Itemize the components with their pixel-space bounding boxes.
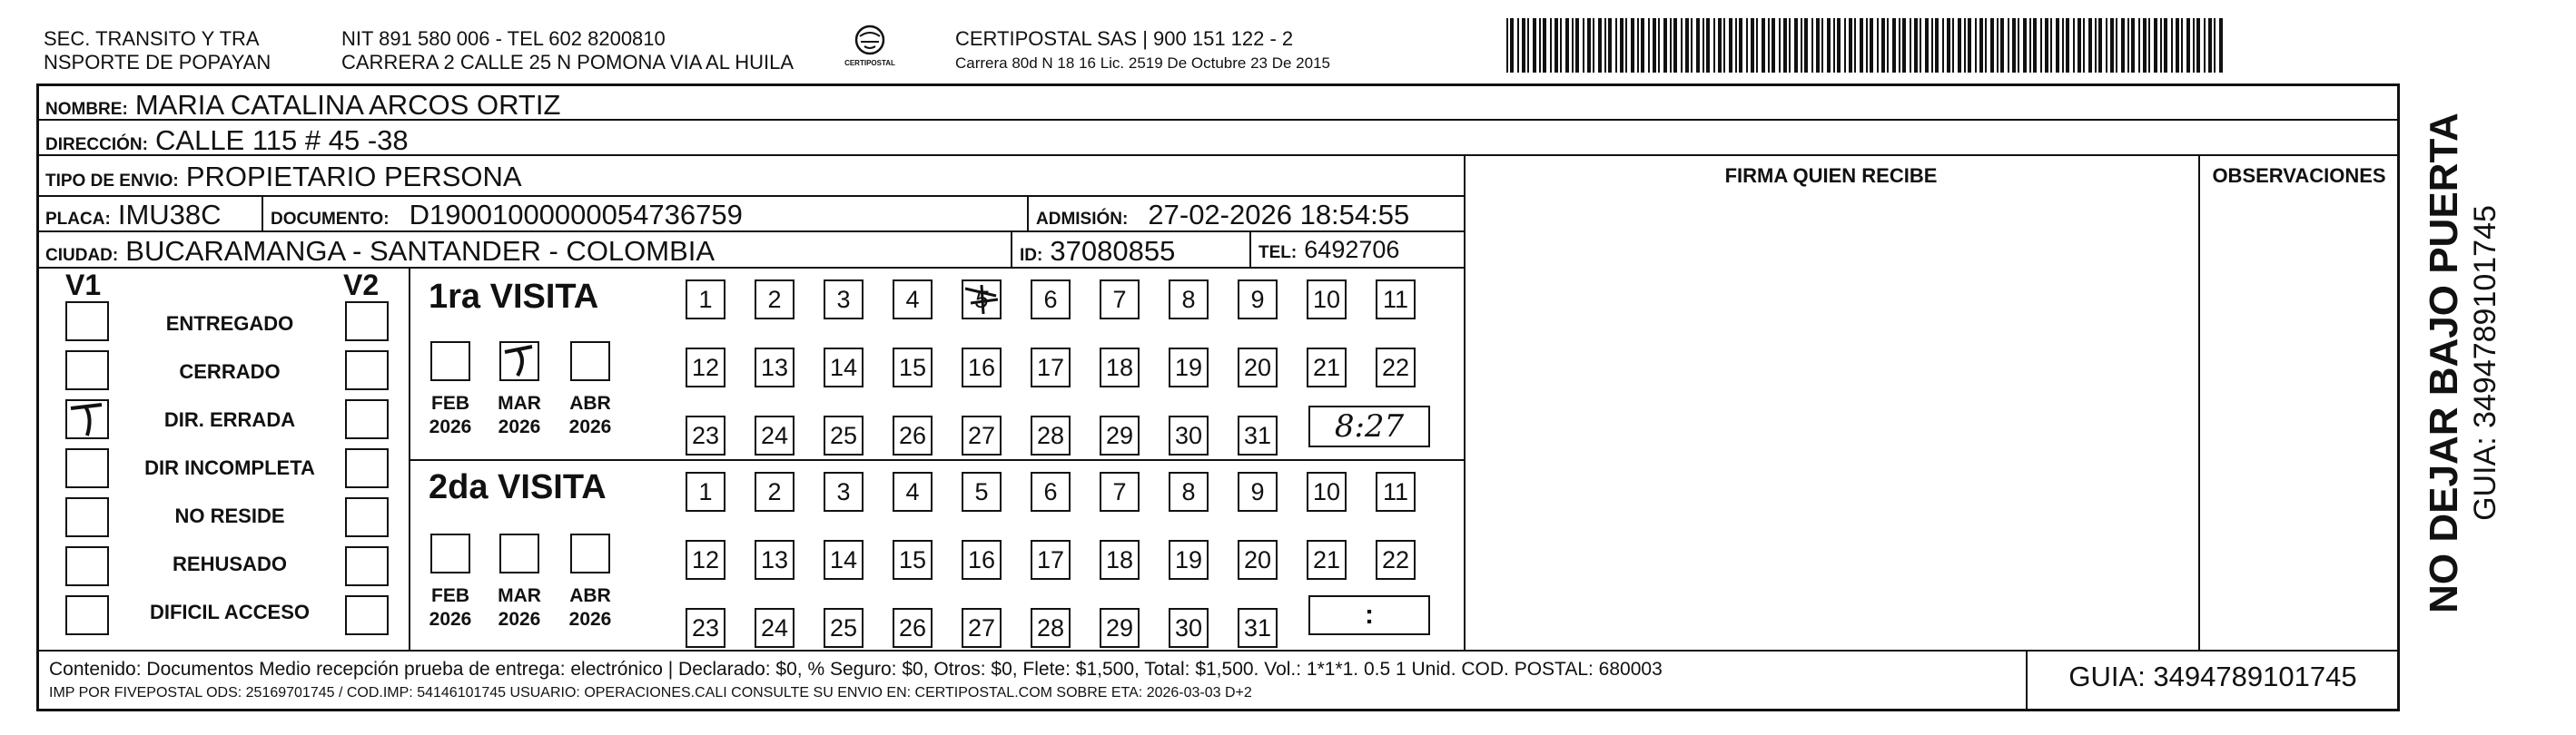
tel-value: 6492706 bbox=[1304, 236, 1400, 263]
v1-checkbox-rehusado[interactable] bbox=[65, 546, 109, 586]
signature-area[interactable] bbox=[1466, 196, 2196, 648]
visit-2-day-12[interactable]: 12 bbox=[686, 540, 725, 580]
documento-value: D19001000000054736759 bbox=[409, 199, 743, 230]
visit-1-day-30[interactable]: 30 bbox=[1169, 416, 1209, 456]
no-dejar-bajo-puerta: NO DEJAR BAJO PUERTA bbox=[2422, 113, 2466, 613]
visit-2-day-21[interactable]: 21 bbox=[1307, 540, 1347, 580]
visit-2-time-box[interactable]: : bbox=[1308, 595, 1430, 635]
visit-1-month-abr-label: ABR 2026 bbox=[568, 393, 612, 437]
direccion-value: CALLE 115 # 45 -38 bbox=[155, 124, 409, 156]
v1-checkbox-cerrado[interactable] bbox=[65, 350, 109, 390]
contenido-line: Contenido: Documentos Medio recepción prueba de entrega: electrónico | Declarado: $0, % Seguro: $0, Otros: $0, Flete: $1,500, Total: $1,500. Vol.: 1*1*1. 0.5 1 Unid. COD. POSTAL: 680003 bbox=[49, 659, 1663, 680]
visit-2-title: 2da VISITA bbox=[429, 468, 607, 506]
status-dificil-acceso: DIFICIL ACCESO bbox=[149, 601, 310, 623]
v1-header: V1 bbox=[65, 269, 102, 301]
visit-2-day-18[interactable]: 18 bbox=[1100, 540, 1140, 580]
visit-2-day-11[interactable]: 11 bbox=[1376, 472, 1416, 512]
visit-1-day-26[interactable]: 26 bbox=[893, 416, 933, 456]
visit-2-day-26[interactable]: 26 bbox=[893, 608, 933, 648]
visit-1-month-feb-checkbox[interactable] bbox=[430, 341, 470, 381]
visit-2-day-20[interactable]: 20 bbox=[1238, 540, 1278, 580]
visit-1-day-27[interactable]: 27 bbox=[962, 416, 1002, 456]
admision-label: ADMISIÓN: bbox=[1036, 210, 1129, 229]
visit-1-day-8[interactable]: 8 bbox=[1169, 279, 1209, 319]
visit-1-day-17[interactable]: 17 bbox=[1031, 348, 1071, 387]
firma-header: FIRMA QUIEN RECIBE bbox=[1724, 164, 1938, 187]
visit-1-month-feb-label: FEB 2026 bbox=[429, 393, 472, 437]
tipo-envio-label: TIPO DE ENVIO: bbox=[45, 172, 179, 191]
visit-1-month-mar-label: MAR 2026 bbox=[498, 393, 541, 437]
v1-checkbox-entregado[interactable] bbox=[65, 301, 109, 341]
visit-1-day-18[interactable]: 18 bbox=[1100, 348, 1140, 387]
visit-1-day-3[interactable]: 3 bbox=[824, 279, 864, 319]
tel-field bbox=[1258, 235, 1399, 265]
imp-line: IMP POR FIVEPOSTAL ODS: 25169701745 / COD.IMP: 54146101745 USUARIO: OPERACIONES.CALI CONSULTE SU ENVIO EN: CERTIPOSTAL.COM SOBRE ETA: 2026-03-03 D+2 bbox=[49, 685, 1252, 701]
v2-checkbox-dificil-acceso[interactable] bbox=[345, 595, 389, 635]
visit-2-day-29[interactable]: 29 bbox=[1100, 608, 1140, 648]
visit-1-day-24[interactable]: 24 bbox=[755, 416, 795, 456]
nombre-label: NOMBRE: bbox=[45, 100, 128, 119]
visit-2-day-4[interactable]: 4 bbox=[893, 472, 933, 512]
direccion-label: DIRECCIÓN: bbox=[45, 135, 148, 154]
tel-label: TEL: bbox=[1258, 243, 1298, 262]
visit-2-day-31[interactable]: 31 bbox=[1238, 608, 1278, 648]
placa-label: PLACA: bbox=[45, 210, 111, 229]
status-rehusado: REHUSADO bbox=[173, 553, 287, 575]
v2-checkbox-no-reside[interactable] bbox=[345, 497, 389, 537]
visit-2-day-24[interactable]: 24 bbox=[755, 608, 795, 648]
visit-2-day-13[interactable]: 13 bbox=[755, 540, 795, 580]
visit-1-day-1[interactable]: 1 bbox=[686, 279, 725, 319]
address-line: CARRERA 2 CALLE 25 N POMONA VIA AL HUILA bbox=[341, 51, 795, 74]
visit-2-month-feb-label: FEB 2026 bbox=[429, 585, 472, 630]
status-cerrado: CERRADO bbox=[179, 360, 281, 383]
observations-area[interactable] bbox=[2200, 196, 2398, 648]
visit-2-day-27[interactable]: 27 bbox=[962, 608, 1002, 648]
visit-2-day-19[interactable]: 19 bbox=[1169, 540, 1209, 580]
visit-2-month-abr-checkbox[interactable] bbox=[570, 534, 610, 573]
visit-1-day-22[interactable]: 22 bbox=[1376, 348, 1416, 387]
visit-1-day-13[interactable]: 13 bbox=[755, 348, 795, 387]
observaciones-header: OBSERVACIONES bbox=[2212, 164, 2386, 187]
tipo-envio-field bbox=[45, 161, 522, 193]
visit-1-day-19[interactable]: 19 bbox=[1169, 348, 1209, 387]
visit-2-day-25[interactable]: 25 bbox=[824, 608, 864, 648]
visit-1-day-28[interactable]: 28 bbox=[1031, 416, 1071, 456]
ciudad-value: BUCARAMANGA - SANTANDER - COLOMBIA bbox=[125, 235, 716, 267]
visit-1-day-16[interactable]: 16 bbox=[962, 348, 1002, 387]
visit-1-day-5[interactable]: 5 bbox=[962, 279, 1002, 319]
visit-2-month-feb-checkbox[interactable] bbox=[430, 534, 470, 573]
id-field bbox=[1020, 235, 1175, 268]
visit-2-day-9[interactable]: 9 bbox=[1238, 472, 1278, 512]
v2-checkbox-entregado[interactable] bbox=[345, 301, 389, 341]
visit-1-day-4[interactable]: 4 bbox=[893, 279, 933, 319]
barcode bbox=[1503, 18, 2229, 73]
visit-1-day-14[interactable]: 14 bbox=[824, 348, 864, 387]
visit-1-day-10[interactable]: 10 bbox=[1307, 279, 1347, 319]
visit-2-day-15[interactable]: 15 bbox=[893, 540, 933, 580]
visit-2-day-6[interactable]: 6 bbox=[1031, 472, 1071, 512]
v2-checkbox-dir-incompleta[interactable] bbox=[345, 448, 389, 488]
nombre-field bbox=[45, 89, 560, 122]
checkmark-icon bbox=[499, 341, 539, 381]
visit-2-day-30[interactable]: 30 bbox=[1169, 608, 1209, 648]
visit-1-day-31[interactable]: 31 bbox=[1238, 416, 1278, 456]
visit-1-day-21[interactable]: 21 bbox=[1307, 348, 1347, 387]
visit-2-day-7[interactable]: 7 bbox=[1100, 472, 1140, 512]
guia-footer: GUIA: 3494789101745 bbox=[2068, 661, 2357, 692]
id-value: 37080855 bbox=[1050, 235, 1176, 267]
admision-field bbox=[1036, 199, 1409, 231]
license-line: Carrera 80d N 18 16 Lic. 2519 De Octubre 23 De 2015 bbox=[955, 54, 1330, 72]
certipostal-logo bbox=[834, 22, 906, 74]
side-guia: GUIA: 3494789101745 bbox=[2468, 205, 2502, 521]
side-vertical-text bbox=[2422, 109, 2522, 617]
visit-2-day-16[interactable]: 16 bbox=[962, 540, 1002, 580]
visit-2-day-1[interactable]: 1 bbox=[686, 472, 725, 512]
v1-checkbox-dir-incompleta[interactable] bbox=[65, 448, 109, 488]
status-entregado: ENTREGADO bbox=[165, 312, 294, 335]
documento-field bbox=[271, 199, 743, 231]
visit-1-day-15[interactable]: 15 bbox=[893, 348, 933, 387]
placa-field bbox=[45, 199, 222, 231]
nit-line: NIT 891 580 006 - TEL 602 8200810 bbox=[341, 27, 666, 50]
visit-1-day-6[interactable]: 6 bbox=[1031, 279, 1071, 319]
visit-2-month-abr-label: ABR 2026 bbox=[568, 585, 612, 630]
v1-checkbox-dificil-acceso[interactable] bbox=[65, 595, 109, 635]
visit-2-day-22[interactable]: 22 bbox=[1376, 540, 1416, 580]
documento-label: DOCUMENTO: bbox=[271, 210, 390, 229]
nombre-value: MARIA CATALINA ARCOS ORTIZ bbox=[134, 89, 561, 121]
ciudad-label: CIUDAD: bbox=[45, 246, 119, 265]
visit-1-month-mar-checkbox[interactable] bbox=[499, 341, 539, 381]
checkmark-icon bbox=[962, 279, 1002, 319]
visit-2-day-5[interactable]: 5 bbox=[962, 472, 1002, 512]
visit-1-day-29[interactable]: 29 bbox=[1100, 416, 1140, 456]
company-line: CERTIPOSTAL SAS | 900 151 122 - 2 bbox=[955, 27, 1294, 50]
logo-text: CERTIPOSTAL bbox=[844, 59, 895, 67]
visit-1-time-box[interactable]: 8:27 bbox=[1308, 406, 1430, 447]
visit-2-month-mar-label: MAR 2026 bbox=[498, 585, 541, 630]
visit-2-month-mar-checkbox[interactable] bbox=[499, 534, 539, 573]
visit-1-day-11[interactable]: 11 bbox=[1376, 279, 1416, 319]
visit-2-day-14[interactable]: 14 bbox=[824, 540, 864, 580]
visit-2-day-17[interactable]: 17 bbox=[1031, 540, 1071, 580]
visit-1-day-7[interactable]: 7 bbox=[1100, 279, 1140, 319]
direccion-field bbox=[45, 124, 409, 157]
admision-value: 27-02-2026 18:54:55 bbox=[1148, 199, 1410, 230]
placa-value: IMU38C bbox=[117, 199, 222, 230]
v2-checkbox-dir-errada[interactable] bbox=[345, 399, 389, 439]
visit-1-month-abr-checkbox[interactable] bbox=[570, 341, 610, 381]
visit-2-day-3[interactable]: 3 bbox=[824, 472, 864, 512]
visit-1-title: 1ra VISITA bbox=[429, 278, 599, 316]
status-no-reside: NO RESIDE bbox=[174, 505, 285, 527]
id-label: ID: bbox=[1020, 246, 1043, 265]
sender-line-1: SEC. TRANSITO Y TRA bbox=[44, 27, 260, 50]
ciudad-field bbox=[45, 235, 715, 268]
tipo-envio-value: PROPIETARIO PERSONA bbox=[185, 161, 522, 192]
visit-1-day-20[interactable]: 20 bbox=[1238, 348, 1278, 387]
status-dir-incompleta: DIR INCOMPLETA bbox=[144, 456, 315, 479]
visit-2-day-28[interactable]: 28 bbox=[1031, 608, 1071, 648]
sender-line-2: NSPORTE DE POPAYAN bbox=[44, 51, 271, 74]
visit-2-day-10[interactable]: 10 bbox=[1307, 472, 1347, 512]
visit-2-day-2[interactable]: 2 bbox=[755, 472, 795, 512]
visit-1-day-12[interactable]: 12 bbox=[686, 348, 725, 387]
checkmark-icon bbox=[65, 399, 109, 439]
v1-checkbox-dir-errada[interactable] bbox=[65, 399, 109, 439]
visit-1-day-23[interactable]: 23 bbox=[686, 416, 725, 456]
v2-header: V2 bbox=[343, 269, 380, 301]
visit-1-day-2[interactable]: 2 bbox=[755, 279, 795, 319]
visit-2-day-23[interactable]: 23 bbox=[686, 608, 725, 648]
v1-checkbox-no-reside[interactable] bbox=[65, 497, 109, 537]
v2-checkbox-rehusado[interactable] bbox=[345, 546, 389, 586]
visit-2-day-8[interactable]: 8 bbox=[1169, 472, 1209, 512]
v2-checkbox-cerrado[interactable] bbox=[345, 350, 389, 390]
visit-1-day-25[interactable]: 25 bbox=[824, 416, 864, 456]
status-dir-errada: DIR. ERRADA bbox=[163, 408, 296, 431]
visit-1-day-9[interactable]: 9 bbox=[1238, 279, 1278, 319]
